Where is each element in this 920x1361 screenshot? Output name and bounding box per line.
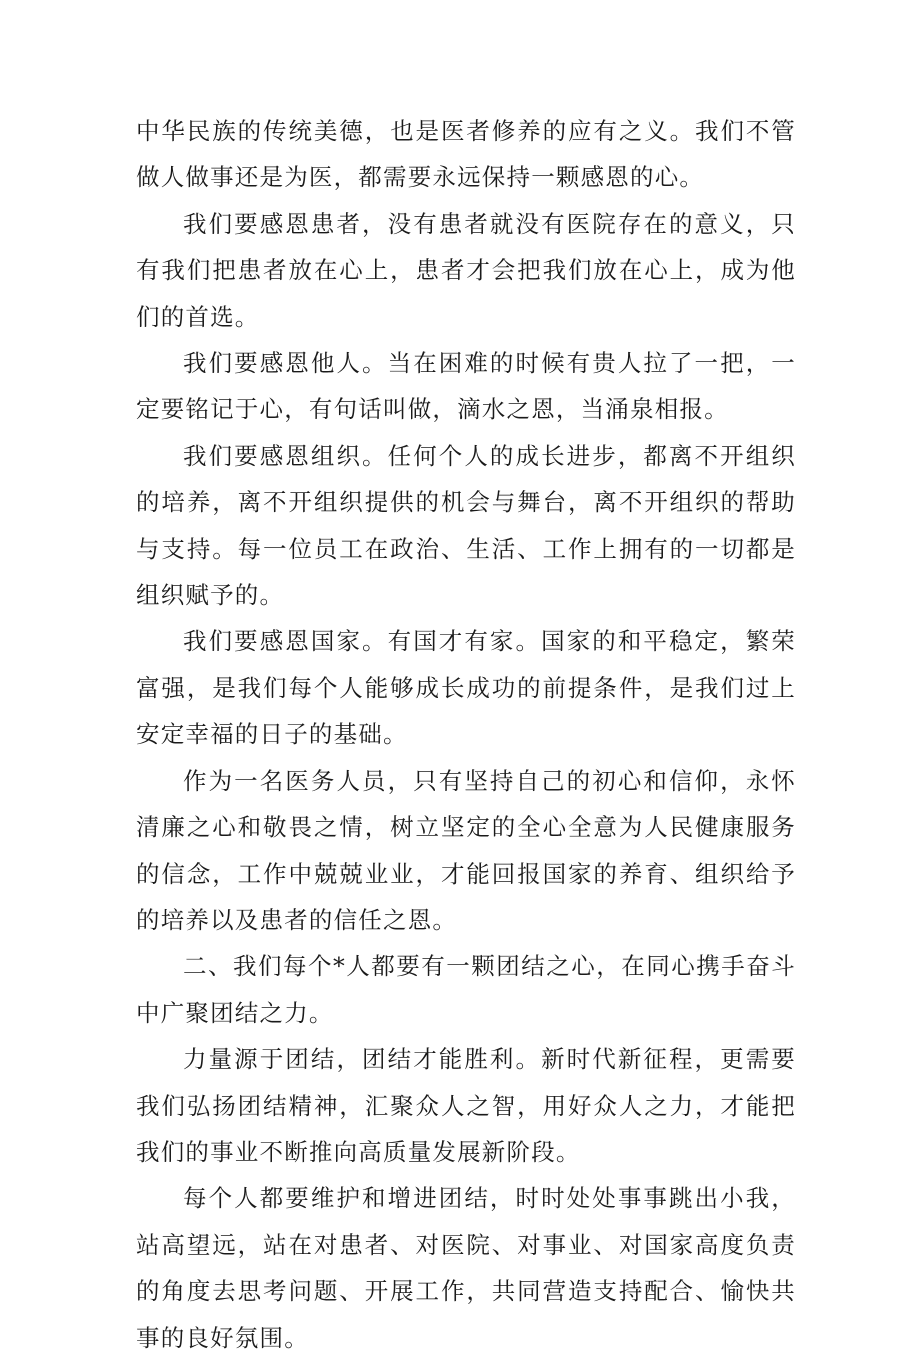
paragraph-grateful-organization: 我们要感恩组织。任何个人的成长进步，都离不开组织的培养，离不开组织提供的机会与舞台，离不开组织的帮助与支持。每一位员工在政治、生活、工作上拥有的一切都是组织赋予的。 [136, 441, 796, 610]
section-heading-unity: 二、我们每个*人都要有一颗团结之心，在同心携手奋斗中广聚团结之力。 [136, 952, 796, 1027]
document-page [136, 108, 796, 1361]
paragraph-medical-staff: 作为一名医务人员，只有坚持自己的初心和信仰，永怀清廉之心和敬畏之情，树立坚定的全心全意为人民健康服务的信念，工作中兢兢业业，才能回报国家的养育、组织给予的培养以及患者的信任之恩。 [136, 766, 796, 934]
paragraph-continuation: 中华民族的传统美德，也是医者修养的应有之义。我们不管做人做事还是为医，都需要永远保持一颗感恩的心。 [136, 117, 796, 192]
paragraph-grateful-others: 我们要感恩他人。当在困难的时候有贵人拉了一把，一定要铭记于心，有句话叫做，滴水之恩，当涌泉相报。 [136, 349, 796, 424]
paragraph-maintain-unity: 每个人都要维护和增进团结，时时处处事事跳出小我，站高望远，站在对患者、对医院、对事业、对国家高度负责的角度去思考问题、开展工作，共同营造支持配合、愉快共事的良好氛围。 [136, 1184, 796, 1352]
paragraph-grateful-patients: 我们要感恩患者，没有患者就没有医院存在的意义，只有我们把患者放在心上，患者才会把我们放在心上，成为他们的首选。 [136, 209, 796, 331]
paragraph-strength-unity: 力量源于团结，团结才能胜利。新时代新征程，更需要我们弘扬团结精神，汇聚众人之智，用好众人之力，才能把我们的事业不断推向高质量发展新阶段。 [136, 1045, 796, 1166]
paragraph-grateful-country: 我们要感恩国家。有国才有家。国家的和平稳定，繁荣富强，是我们每个人能够成长成功的前提条件，是我们过上安定幸福的日子的基础。 [136, 627, 796, 749]
